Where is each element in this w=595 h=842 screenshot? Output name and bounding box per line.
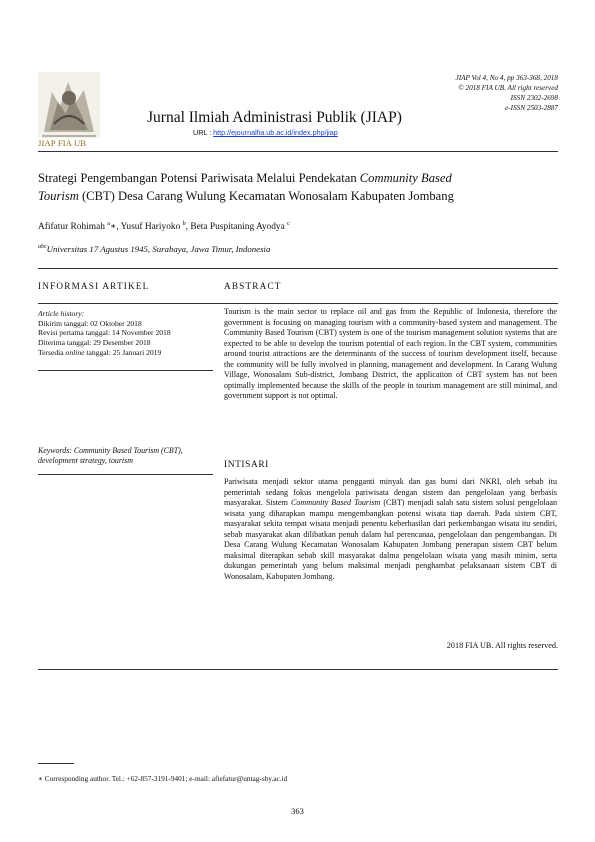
meta-issn: ISSN 2302-2698: [510, 94, 558, 103]
history-label: Article history:: [38, 309, 85, 318]
author-name: Afifatur Rohimah: [38, 222, 108, 233]
title-divider: [38, 268, 558, 269]
journal-url-line: [193, 128, 338, 137]
meta-copyright: © 2018 FIA UB. All right reserved: [458, 84, 558, 93]
logo-caption: JIAP FIA UB: [38, 138, 87, 148]
author-name: Yusuf Hariyoko: [120, 222, 183, 233]
rights-statement: 2018 FIA UB. All rights reserved.: [446, 641, 558, 650]
corresponding-footnote: ∗ Corresponding author. Tel.: +62-857-3191-9401; e-mail: afiefatur@untag-sby.ac.id: [38, 774, 288, 783]
abstract-heading: ABSTRACT: [224, 281, 282, 291]
history-item: Dikirim tanggal: 02 Oktober 2018: [38, 318, 142, 328]
title-part-4: (CBT) Desa Carang Wulung Kecamatan Wonosalam Kabupaten Jombang: [78, 188, 454, 203]
history-item: Tersedia online tanggal: 25 Januari 2019: [38, 347, 162, 357]
title-part-2: Community Based: [359, 171, 452, 185]
author-sup: a: [107, 221, 110, 227]
footnote-rule: [38, 763, 74, 764]
history-item: Revisi pertama tanggal: 14 November 2018: [38, 328, 171, 338]
keywords: Keywords: Community Based Tourism (CBT), development strategy, tourism: [38, 446, 183, 466]
history-divider: [38, 370, 213, 371]
title-part-3: Tourism: [38, 188, 79, 203]
history-item: Diterima tanggal: 29 Desember 2018: [38, 338, 151, 348]
author-sup: c: [287, 221, 290, 227]
affiliation-text: Universitas 17 Agustus 1945, Surabaya, Jawa Timur, Indonesia: [46, 244, 271, 254]
url-label: URL :: [193, 128, 214, 137]
author-sup: b: [182, 221, 186, 227]
journal-title: Jurnal Ilmiah Administrasi Publik (JIAP): [147, 109, 402, 126]
journal-meta: [456, 73, 558, 113]
author-list: Afifatur Rohimah $^a$∗, Yusuf Hariyoko $^b$, Beta Puspitaning Ayodya $^c$: [38, 221, 290, 233]
affiliation-sup: abc: [38, 244, 47, 251]
affiliation: [38, 244, 270, 254]
info-heading: INFORMASI ARTIKEL: [38, 281, 150, 291]
keywords-divider: [38, 474, 213, 475]
abstract-text: Tourism is the main sector to replace oil and gas from the Republic of Indonesia, therefore the government is focusing on managing tourism with a community-based system and management. The Community Based Tourism (CBT) system is one of the tourism management solution systems that are expected to be able to develop the tourism potential of each region. In the CBT system, communities around tourist attractions are the determinants of the success of tourism development itself, because the community will be fully involved in planning, management and development. In Carang Wulung Village, Wonosalam Sub-district, Jombang District, the application of CBT system has not been optimally implemented because the skills of the people in tourism management are still minimal, and government support is not optimal.: [224, 307, 557, 401]
journal-logo: [38, 72, 100, 142]
abstract-end-divider: [38, 669, 558, 670]
section-divider: [38, 303, 558, 304]
page-number: 363: [291, 806, 304, 816]
article-title: [38, 170, 558, 205]
meta-volume: JIAP Vol 4, No 4, pp 363-368, 2018: [455, 74, 558, 82]
intisari-heading: INTISARI: [224, 460, 269, 470]
title-part-1: Strategi Pengembangan Potensi Pariwisata Melalui Pendekatan: [38, 171, 360, 185]
intisari-text: Pariwisata menjadi sektor utama pengganti minyak dan gas bumi dari NKRI, oleh sebab itu pemerintah sedang fokus mengelola pariwisata dengan sistem dan pengelolaan yang berbasis masyarakat. Sistem Community Based Tourism (CBT) menjadi salah satu sistem solusi pengelolaan wisata yang diharapkan mampu mengembangkan potensi wisata tiap daerah. Pada sistem CBT, masyarakat sekita tempat wisata menjadi penentu keberhasilan dari perkembangan wisata itu sendiri, sebab masyarakat akan dilibatkan penuh dalam hal perencanaa, pengelolaan dan pengembangan. Di Desa Carang Wulung Kecamatan Wonosalam Kabupaten Jombang penerapan sistem CBT belum maksimal diterapkan sebab skill masyarakat dalma pengelolaan wisata yang masih minim, serta dukungan pemerintah yang belum maksimal menjadi penghambat pelaksanaan sistem CBT di Wonosalam, Kabupaten Jombang.: [224, 477, 558, 581]
corresponding-mark: ∗: [109, 222, 117, 233]
journal-url-link[interactable]: http://ejournalfia.ub.ac.id/index.php/jiap: [213, 128, 338, 137]
article-history: [38, 309, 213, 358]
header-divider: [38, 151, 558, 152]
meta-eissn: e-ISSN 2503-2887: [505, 104, 558, 113]
author-name: Beta Puspitaning Ayodya: [190, 222, 288, 233]
